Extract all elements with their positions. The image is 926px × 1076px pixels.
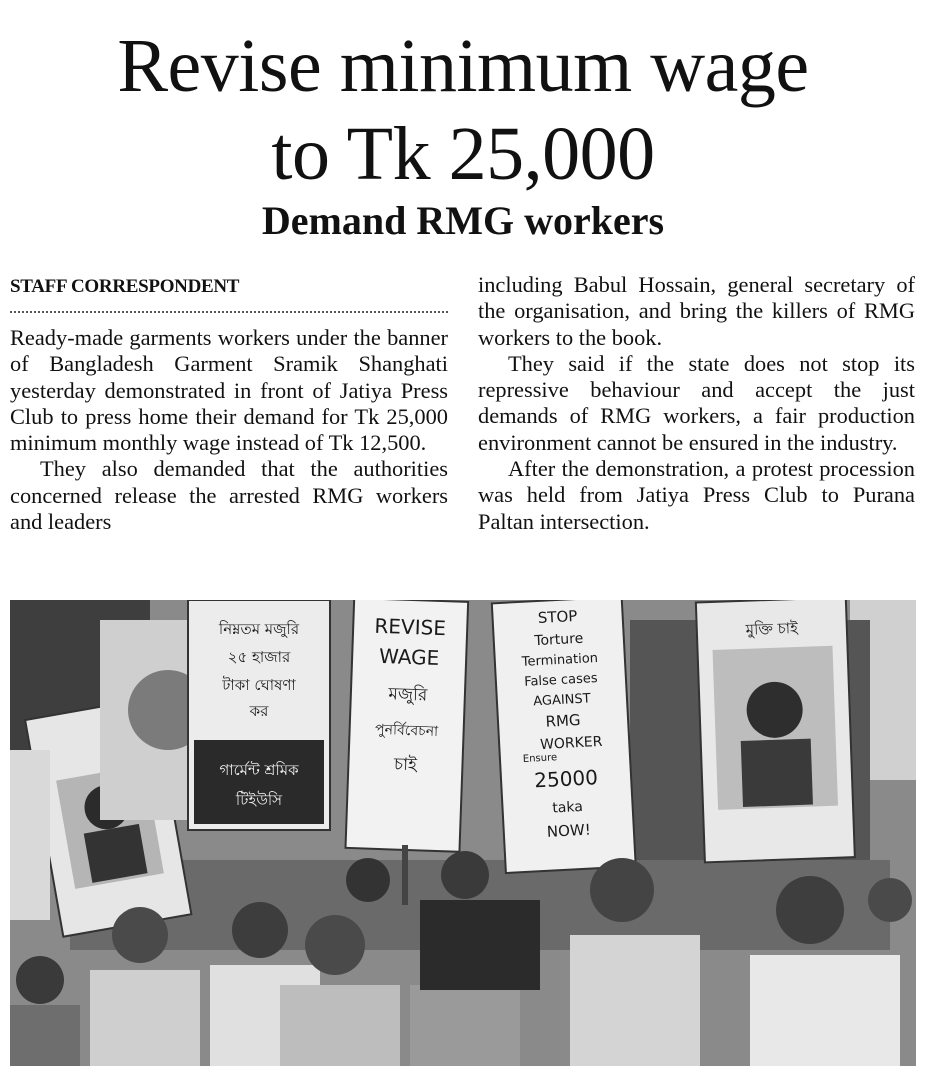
placard-text: Torture xyxy=(533,630,584,650)
placard-text: গার্মেন্ট শ্রমিক xyxy=(219,761,299,779)
placard-text: পুনর্বিবেচনা xyxy=(374,721,439,740)
protest-photo xyxy=(10,600,916,1066)
protest-photo-illustration xyxy=(10,600,916,1066)
byline: STAFF CORRESPONDENT xyxy=(10,272,448,313)
placard-text: AGAINST xyxy=(532,691,592,710)
placard-text: RMG xyxy=(545,710,581,731)
article-paragraph: including Babul Hossain, general secretary of the organisation, and bring the killers of RMG workers to the book. xyxy=(478,272,915,350)
placard-stop-torture xyxy=(492,600,636,873)
placard-text: নিম্নতম মজুরি xyxy=(218,620,300,638)
placard-text: taka xyxy=(551,798,584,817)
placard-text: চাই xyxy=(393,754,418,776)
placard-text: টাকা ঘোষণা xyxy=(222,676,296,694)
placard-text: False cases xyxy=(523,670,598,690)
headline xyxy=(0,22,926,198)
headline-line-2: to Tk 25,000 xyxy=(271,112,655,196)
placard-text: NOW! xyxy=(546,820,592,841)
article-paragraph: They said if the state does not stop its repressive behaviour and accept the just demands of RMG workers, a fair production environment cannot be ensured in the industry. xyxy=(478,350,915,455)
placard-text: ২৫ হাজার xyxy=(227,648,291,666)
placard-text: মুক্তি চাই xyxy=(745,618,799,639)
placard-text: WORKER xyxy=(539,733,603,754)
placard-revise-wage xyxy=(345,600,468,852)
article-column-right xyxy=(478,272,915,535)
placard-text: টিইউসি xyxy=(235,791,283,809)
article-paragraph: Ready-made garments workers under the banner of Bangladesh Garment Sramik Shanghati yesterday demonstrated in front of Jatiya Press Club to press home their demand for Tk 25,000 minimum monthly wage instead of Tk 12,500. xyxy=(10,325,448,456)
placard-text: STOP xyxy=(537,606,578,628)
article-paragraph: They also demanded that the authorities concerned release the arrested RMG workers and leaders xyxy=(10,456,448,535)
placard-text: Termination xyxy=(521,650,599,670)
placard-text: WAGE xyxy=(378,643,440,670)
placard-mukti-chai xyxy=(696,600,855,862)
placard-text: Ensure xyxy=(522,752,558,765)
subheadline: Demand RMG workers xyxy=(261,198,665,243)
placard-text: REVISE xyxy=(374,613,447,641)
placard-text: 25000 xyxy=(533,765,599,793)
placard-text: কর xyxy=(249,702,269,720)
article-paragraph: After the demonstration, a protest procession was held from Jatiya Press Club to Purana Paltan intersection. xyxy=(478,456,915,534)
article-column-left xyxy=(10,272,448,535)
placard-bangla-demand xyxy=(188,600,330,830)
placard-text: মজুরি xyxy=(388,684,428,706)
headline-line-1: Revise minimum wage xyxy=(117,24,809,108)
